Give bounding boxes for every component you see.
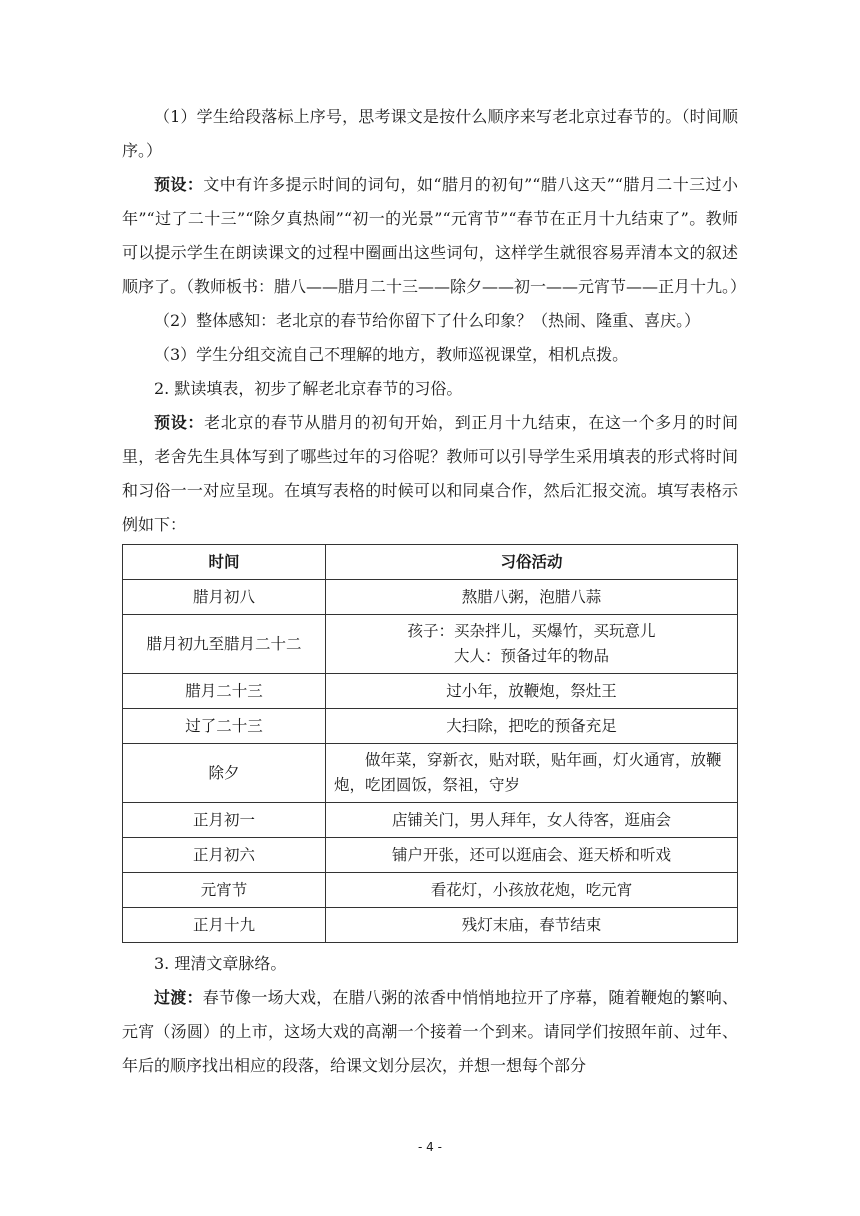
paragraph-7: 3. 理清文章脉络。: [154, 954, 287, 973]
cell-time: 除夕: [123, 744, 326, 803]
paragraph-preset-1: [122, 168, 747, 304]
header-activity: 习俗活动: [326, 545, 738, 580]
cell-time: 过了二十三: [123, 709, 326, 744]
cell-activity: 做年菜，穿新衣，贴对联，贴年画，灯火通宵，放鞭炮，吃团圆饭，祭祖，守岁: [326, 744, 738, 803]
cell-activity: 大扫除，把吃的预备充足: [326, 709, 738, 744]
preset-text: 文中有许多提示时间的词句，如“腊月的初旬”“腊八这天”“腊月二十三过小年”“过了二十三”“除夕真热闹”“初一的光景”“元宵节”“春节在正月十九结束了”。教师可以提示学生在朗读课文的过程中圈画出这些词句，这样学生就很容易弄清本文的叙述顺序了。（教师板书：腊八——腊月二十三——除夕——初一——元宵节——正月十九。）: [122, 175, 747, 296]
table-row: [123, 873, 738, 908]
cell-activity: 过小年，放鞭炮，祭灶王: [326, 674, 738, 709]
cell-time: 正月十九: [123, 908, 326, 943]
table-row: [123, 580, 738, 615]
activity-line: 孩子：买杂拌儿，买爆竹，买玩意儿: [407, 622, 656, 640]
cell-activity: 看花灯，小孩放花炮，吃元宵: [326, 873, 738, 908]
cell-time: 正月初一: [123, 803, 326, 838]
paragraph-preset-2: [122, 406, 738, 542]
table-row: [123, 908, 738, 943]
paragraph-1: （1）学生给段落标上序号，思考课文是按什么顺序来写老北京过春节的。（时间顺序。）: [122, 107, 738, 160]
table-row: [123, 838, 738, 873]
table-header-row: [123, 545, 738, 580]
cell-time: 腊月初八: [123, 580, 326, 615]
paragraph-transition: [122, 981, 738, 1083]
table-row: [123, 803, 738, 838]
paragraph-4: （3）学生分组交流自己不理解的地方，教师巡视课堂，相机点拨。: [154, 345, 629, 364]
paragraph-5: 2. 默读填表，初步了解老北京春节的习俗。: [154, 379, 463, 398]
table-row: [123, 615, 738, 674]
cell-activity: 熬腊八粥，泡腊八蒜: [326, 580, 738, 615]
cell-activity: [326, 615, 738, 674]
activity-line: 大人：预备过年的物品: [453, 647, 609, 665]
page-number: - 4 -: [418, 1140, 442, 1154]
cell-time: 元宵节: [123, 873, 326, 908]
transition-label: 过渡：: [154, 988, 203, 1007]
cell-time: 腊月初九至腊月二十二: [123, 615, 326, 674]
cell-activity: 店铺关门，男人拜年，女人待客，逛庙会: [326, 803, 738, 838]
table-row: [123, 744, 738, 803]
cell-activity: 铺户开张，还可以逛庙会、逛天桥和听戏: [326, 838, 738, 873]
paragraph-3: （2）整体感知：老北京的春节给你留下了什么印象？（热闹、隆重、喜庆。）: [154, 311, 701, 330]
customs-table: [122, 544, 738, 943]
preset-text: 老北京的春节从腊月的初旬开始，到正月十九结束，在这一个多月的时间里，老舍先生具体写到了哪些过年的习俗呢？教师可以引导学生采用填表的形式将时间和习俗一一对应呈现。在填写表格的时候可以和同桌合作，然后汇报交流。填写表格示例如下：: [122, 413, 738, 534]
header-time: 时间: [123, 545, 326, 580]
preset-label: 预设：: [154, 413, 205, 432]
document-page: [122, 100, 747, 1083]
preset-label: 预设：: [154, 175, 204, 194]
cell-time: 正月初六: [123, 838, 326, 873]
table-row: [123, 674, 738, 709]
table-row: [123, 709, 738, 744]
transition-text: 春节像一场大戏，在腊八粥的浓香中悄悄地拉开了序幕，随着鞭炮的繁响、元宵（汤圆）的上市，这场大戏的高潮一个接着一个到来。请同学们按照年前、过年、年后的顺序找出相应的段落，给课文划分层次，并想一想每个部分: [122, 988, 738, 1075]
cell-activity: 残灯末庙，春节结束: [326, 908, 738, 943]
cell-time: 腊月二十三: [123, 674, 326, 709]
